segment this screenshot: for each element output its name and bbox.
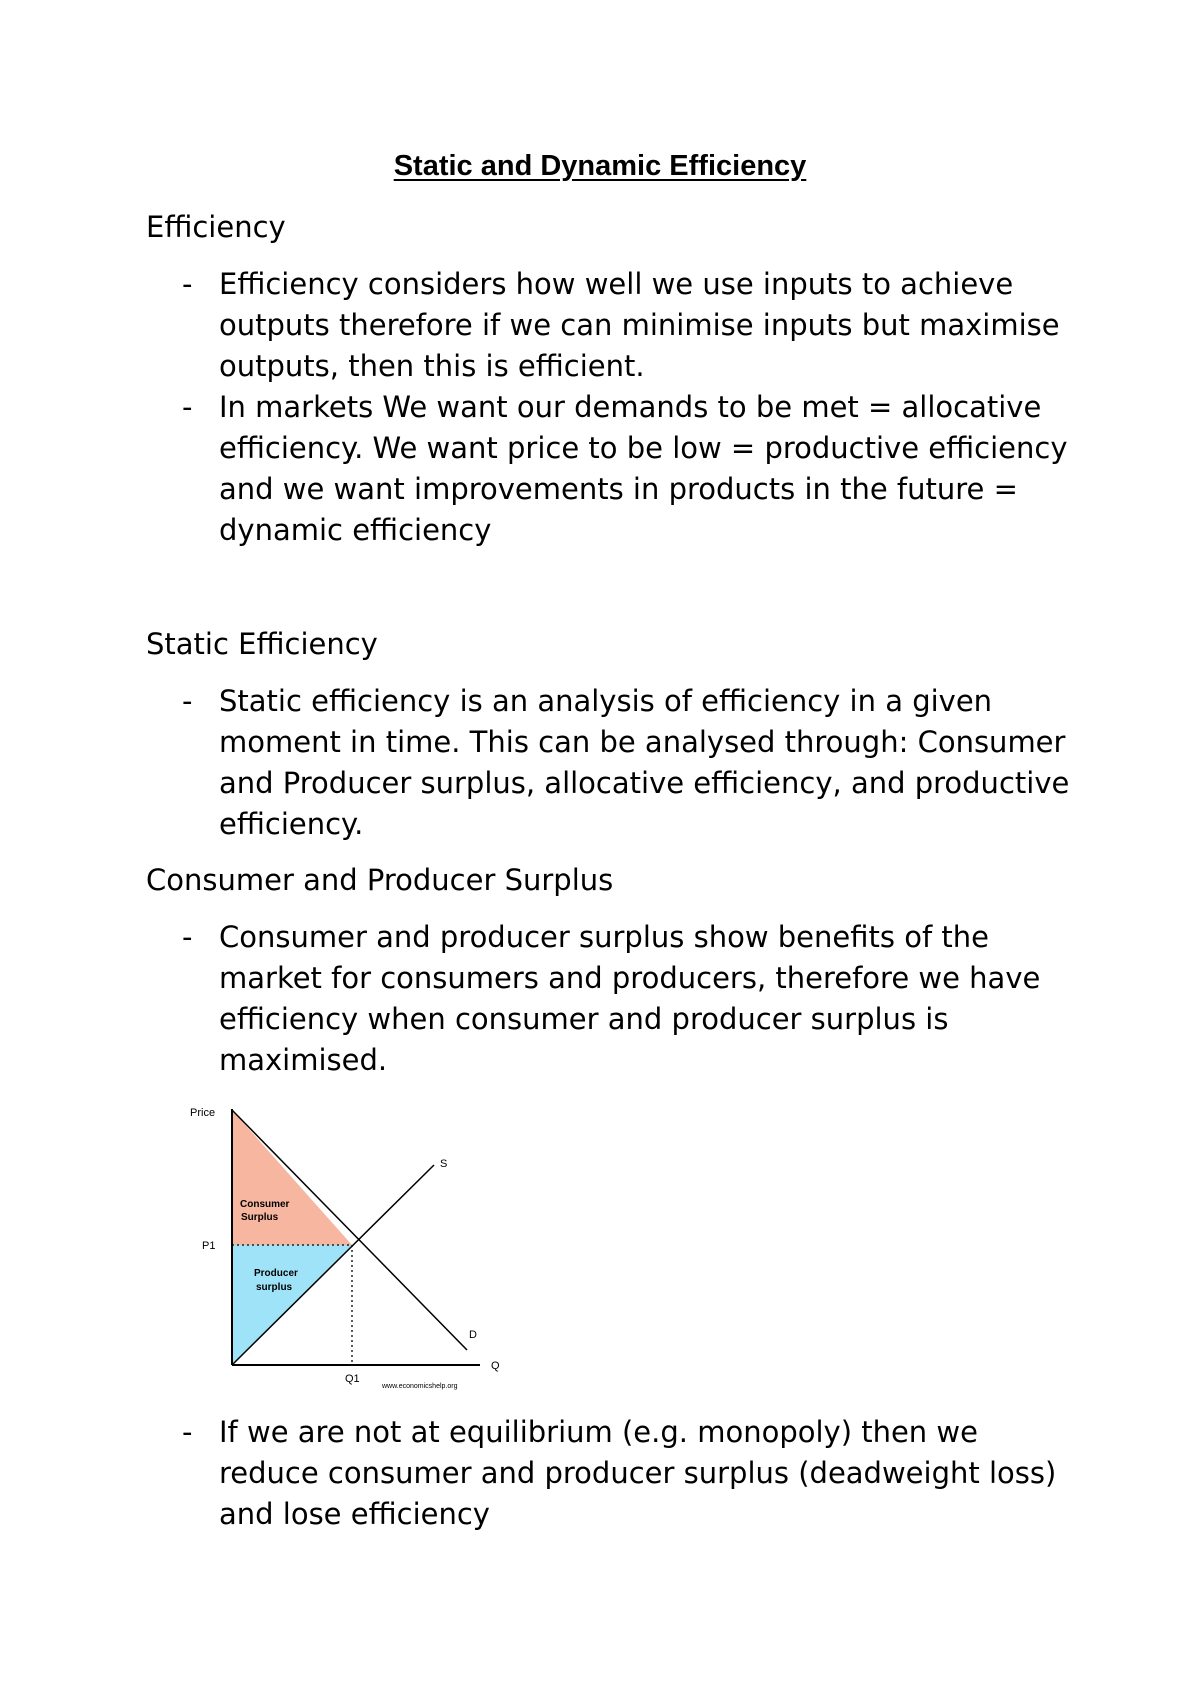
- section-heading-static-efficiency: Static Efficiency: [146, 627, 378, 661]
- bullet-dash: -: [182, 1415, 193, 1449]
- bullet-text: Consumer and producer surplus show benefits of the market for consumers and producers, therefore we have efficiency when consumer and producer surplus is maximised.: [219, 920, 1041, 1077]
- x-axis-label: Q: [491, 1360, 500, 1372]
- surplus-diagram: [180, 1095, 510, 1395]
- bullet-static-efficiency: [182, 681, 1082, 845]
- consumer-surplus-label-line2: Surplus: [241, 1212, 279, 1223]
- y-axis-label: Price: [190, 1107, 216, 1119]
- producer-surplus-label-line2: surplus: [256, 1282, 293, 1293]
- bullet-text: Efficiency considers how well we use inputs to achieve outputs therefore if we can minimise inputs but maximise outputs, then this is efficient.: [219, 267, 1060, 383]
- demand-label: D: [469, 1329, 477, 1341]
- bullet-dash: -: [182, 390, 193, 424]
- consumer-surplus-area: [232, 1110, 352, 1245]
- bullet-efficiency-definition: [182, 264, 1082, 387]
- supply-label: S: [440, 1158, 448, 1170]
- bullet-surplus-benefits: [182, 917, 1082, 1081]
- bullet-dash: -: [182, 267, 193, 301]
- bullet-dash: -: [182, 920, 193, 954]
- bullet-text: Static efficiency is an analysis of efficiency in a given moment in time. This can be analysed through: Consumer and Producer surplus, allocative efficiency, and productive efficiency.: [219, 684, 1070, 841]
- producer-surplus-label-line1: Producer: [254, 1268, 298, 1279]
- price-label: P1: [202, 1240, 216, 1252]
- section-heading-efficiency: Efficiency: [146, 210, 286, 244]
- bullet-efficiency-markets: [182, 387, 1082, 551]
- bullet-text: If we are not at equilibrium (e.g. monopoly) then we reduce consumer and producer surplus (deadweight loss) and lose efficiency: [219, 1415, 1057, 1531]
- consumer-surplus-label-line1: Consumer: [240, 1199, 290, 1210]
- section-heading-surplus: Consumer and Producer Surplus: [146, 863, 614, 897]
- bullet-text: In markets We want our demands to be met = allocative efficiency. We want price to be low = productive efficiency and we want improvements in products in the future = dynamic efficiency: [219, 390, 1068, 547]
- quantity-label: Q1: [345, 1373, 360, 1385]
- bullet-not-equilibrium: [182, 1412, 1082, 1535]
- page-title: Static and Dynamic Efficiency: [393, 150, 807, 182]
- bullet-dash: -: [182, 684, 193, 718]
- watermark: www.economicshelp.org: [382, 1383, 458, 1390]
